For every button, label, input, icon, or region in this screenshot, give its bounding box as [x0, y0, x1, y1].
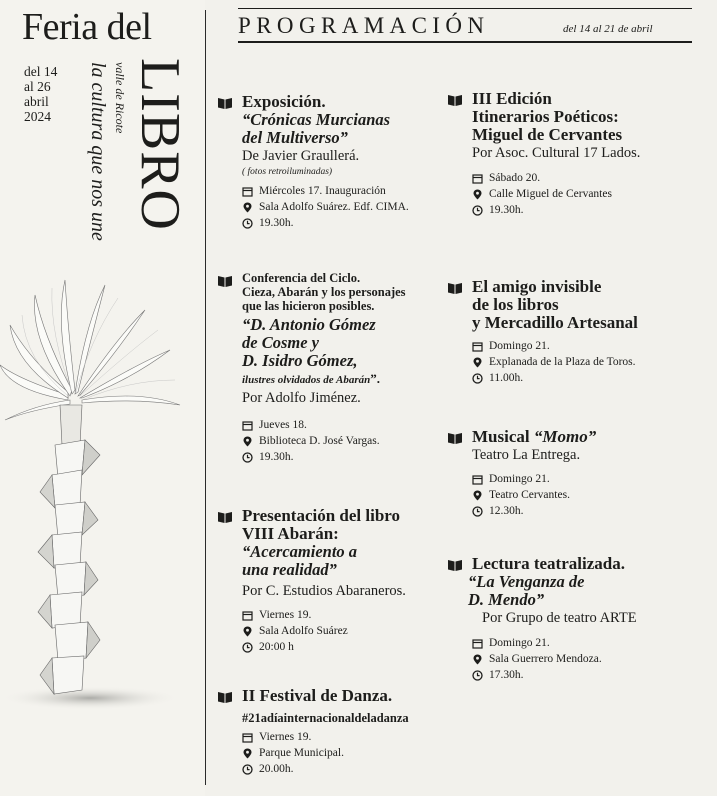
event-title-line: “La Venganza de [468, 572, 585, 591]
event-time: 20:00 h [259, 641, 294, 653]
event-heading-line: y Mercadillo Artesanal [472, 313, 638, 332]
book-icon [218, 97, 232, 109]
location-pin-icon [472, 357, 483, 368]
header-rule-bottom [238, 41, 692, 43]
event-heading: Lectura teatralizada. [472, 554, 625, 573]
event-heading: Exposición. [242, 92, 326, 111]
event-date: Viernes 19. [259, 609, 312, 621]
event-date: Viernes 19. [259, 731, 312, 743]
clock-icon [242, 452, 253, 463]
location-pin-icon [242, 202, 253, 213]
location-pin-icon [242, 436, 253, 447]
clock-icon [472, 373, 483, 384]
event-date: Domingo 21. [489, 340, 550, 352]
event-author: Por C. Estudios Abaraneros. [242, 583, 406, 599]
vertical-divider [205, 10, 206, 785]
event-author: De Javier Graullerá. [242, 148, 360, 164]
slogan: la cultura que nos une [87, 62, 109, 241]
calendar-icon [242, 610, 253, 621]
event-title-line: “Crónicas Murcianas [242, 110, 391, 129]
event-subtitle: ilustres olvidados de Abarán [242, 374, 371, 386]
event-title-line: “D. Antonio Gómez [242, 315, 376, 334]
event-date: Jueves 18. [259, 419, 307, 431]
fair-dates [24, 64, 57, 124]
event-heading-line: III Edición [472, 89, 552, 108]
location-pin-icon [472, 189, 483, 200]
event-exposicion [218, 93, 458, 231]
calendar-icon [472, 638, 483, 649]
clock-icon [242, 642, 253, 653]
date-line: abril [24, 94, 49, 109]
valle-label: valle de Ricote [113, 62, 127, 134]
event-heading-line: de los libros [472, 295, 559, 314]
book-icon [448, 282, 462, 294]
event-heading-line: que las hicieron posibles. [242, 299, 375, 313]
book-icon [218, 511, 232, 523]
calendar-icon [472, 474, 483, 485]
event-date: Domingo 21. [489, 637, 550, 649]
calendar-icon [242, 732, 253, 743]
event-place: Explanada de la Plaza de Toros. [489, 356, 636, 368]
clock-icon [242, 764, 253, 775]
event-date: Sábado 20. [489, 172, 541, 184]
event-time: 17.30h. [489, 669, 524, 681]
event-amigo-invisible [448, 278, 698, 386]
event-note: ( fotos retroiluminadas) [242, 167, 333, 177]
event-presentacion [218, 507, 458, 655]
date-line: 2024 [24, 109, 51, 124]
event-place: Calle Miguel de Cervantes [489, 188, 612, 200]
location-pin-icon [472, 654, 483, 665]
programacion-title: PROGRAMACIÓN [238, 13, 490, 38]
event-title-line: del Multiverso” [242, 128, 348, 147]
event-time: 19.30h. [259, 217, 294, 229]
event-title-line: D. Mendo” [468, 590, 545, 609]
calendar-icon [472, 341, 483, 352]
book-icon [448, 94, 462, 106]
event-time: 19.30h. [259, 451, 294, 463]
book-icon [218, 691, 232, 703]
event-place: Sala Adolfo Suárez [259, 625, 348, 637]
cover-panel [0, 0, 205, 796]
event-title-line: D. Isidro Gómez, [242, 351, 358, 370]
event-place: Biblioteca D. José Vargas. [259, 435, 380, 447]
event-heading-line: Conferencia del Ciclo. [242, 271, 361, 285]
event-title-line: de Cosme y [242, 333, 319, 352]
event-itinerarios-poeticos [448, 90, 698, 218]
event-festival-danza [218, 687, 458, 777]
book-icon [448, 559, 462, 571]
event-author: Teatro La Entrega. [472, 447, 581, 463]
location-pin-icon [242, 748, 253, 759]
event-place: Sala Guerrero Mendoza. [489, 653, 602, 665]
event-author: Por Asoc. Cultural 17 Lados. [472, 145, 641, 161]
event-heading-line: VIII Abarán: [242, 524, 339, 543]
calendar-icon [472, 173, 483, 184]
event-heading: II Festival de Danza. [242, 686, 393, 705]
book-icon [448, 432, 462, 444]
event-hashtag: #21adíainternacionaldeladanza [242, 711, 409, 725]
clock-icon [242, 218, 253, 229]
book-icon [218, 275, 232, 287]
event-lectura-teatralizada [448, 555, 698, 683]
location-pin-icon [242, 626, 253, 637]
event-subtitle-end: ”. [370, 371, 380, 386]
event-place: Sala Adolfo Suárez. Edf. CIMA. [259, 201, 409, 213]
event-title-line: una realidad” [242, 560, 337, 579]
location-pin-icon [472, 490, 483, 501]
event-heading-line: El amigo invisible [472, 277, 602, 296]
event-date: Domingo 21. [489, 473, 550, 485]
event-date: Miércoles 17. Inauguración [259, 185, 386, 197]
event-musical-momo [448, 428, 698, 519]
clock-icon [472, 670, 483, 681]
calendar-icon [242, 420, 253, 431]
event-conferencia [218, 271, 448, 465]
event-heading-italic: “Momo” [533, 427, 597, 446]
event-heading-line: Cieza, Abarán y los personajes [242, 285, 406, 299]
book-tree-illustration [0, 270, 200, 710]
clock-icon [472, 506, 483, 517]
programacion-date-range: del 14 al 21 de abril [563, 23, 653, 35]
event-title-line: “Acercamiento a [242, 542, 358, 561]
event-heading-line: Miguel de Cervantes [472, 125, 623, 144]
event-author: Por Adolfo Jiménez. [242, 390, 361, 406]
event-time: 11.00h. [489, 372, 524, 384]
libro-title: LIBRO [129, 58, 191, 231]
date-line: del 14 [24, 64, 58, 79]
event-time: 19.30h. [489, 204, 524, 216]
event-author: Por Grupo de teatro ARTE [482, 610, 637, 626]
event-heading-line: Presentación del libro [242, 506, 401, 525]
event-place: Parque Municipal. [259, 747, 344, 759]
date-line: al 26 [24, 79, 51, 94]
clock-icon [472, 205, 483, 216]
event-time: 20.00h. [259, 763, 294, 775]
feria-title: Feria del [22, 6, 152, 48]
calendar-icon [242, 186, 253, 197]
event-heading-line: Itinerarios Poéticos: [472, 107, 619, 126]
header-rule-top [238, 8, 692, 9]
event-heading: Musical [472, 427, 534, 446]
event-place: Teatro Cervantes. [489, 489, 570, 501]
event-time: 12.30h. [489, 505, 524, 517]
